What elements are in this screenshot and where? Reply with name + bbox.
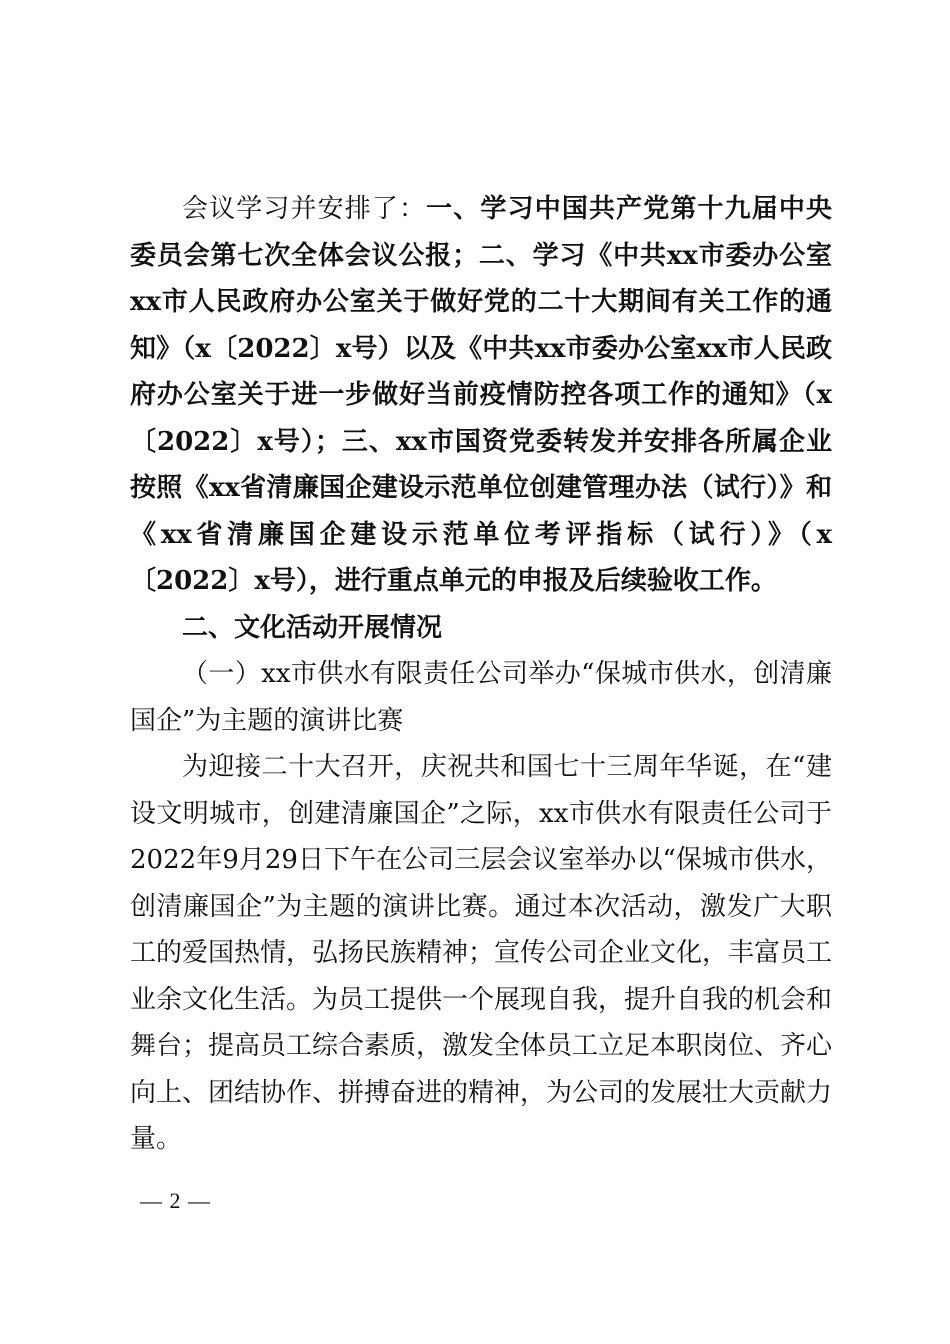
meeting-paragraph bbox=[130, 186, 832, 605]
document-body bbox=[130, 186, 832, 1163]
meeting-agenda-text: 一、学习中国共产党第十九届中央委员会第七次全体会议公报；二、学习《中共xx市委办公室xx市人民政府办公室关于做好党的二十大期间有关工作的通知》（x〔2022〕x号）以及《中共xx市委办公室xx市人民政府办公室关于进一步做好当前疫情防控各项工作的通知》（x〔2022〕x号）；三、xx市国资党委转发并安排各所属企业按照《xx省清廉国企建设示范单位创建管理办法（试行）》和《xx省清廉国企建设示范单位考评指标（试行）》（x〔2022〕x号），进行重点单元的申报及后续验收工作。 bbox=[130, 194, 832, 596]
section-heading: 二、文化活动开展情况 bbox=[182, 612, 443, 643]
meeting-lead-text: 会议学习并安排了： bbox=[182, 194, 427, 224]
page-number: — 2 — bbox=[140, 1188, 211, 1213]
subsection-heading: （一）xx市供水有限责任公司举办“保城市供水，创清廉国企”为主题的演讲比赛 bbox=[130, 659, 832, 736]
body-paragraph: 为迎接二十大召开，庆祝共和国七十三周年华诞，在“建设文明城市，创建清廉国企”之际，xx市供水有限责任公司于2022年9月29日下午在公司三层会议室举办以“保城市供水，创清廉国企”为主题的演讲比赛。通过本次活动，激发广大职工的爱国热情，弘扬民族精神；宣传公司企业文化，丰富员工业余文化生活。为员工提供一个展现自我，提升自我的机会和舞台；提高员工综合素质，激发全体员工立足本职岗位、齐心向上、团结协作、拼搏奋进的精神，为公司的发展壮大贡献力量。 bbox=[130, 752, 833, 1154]
